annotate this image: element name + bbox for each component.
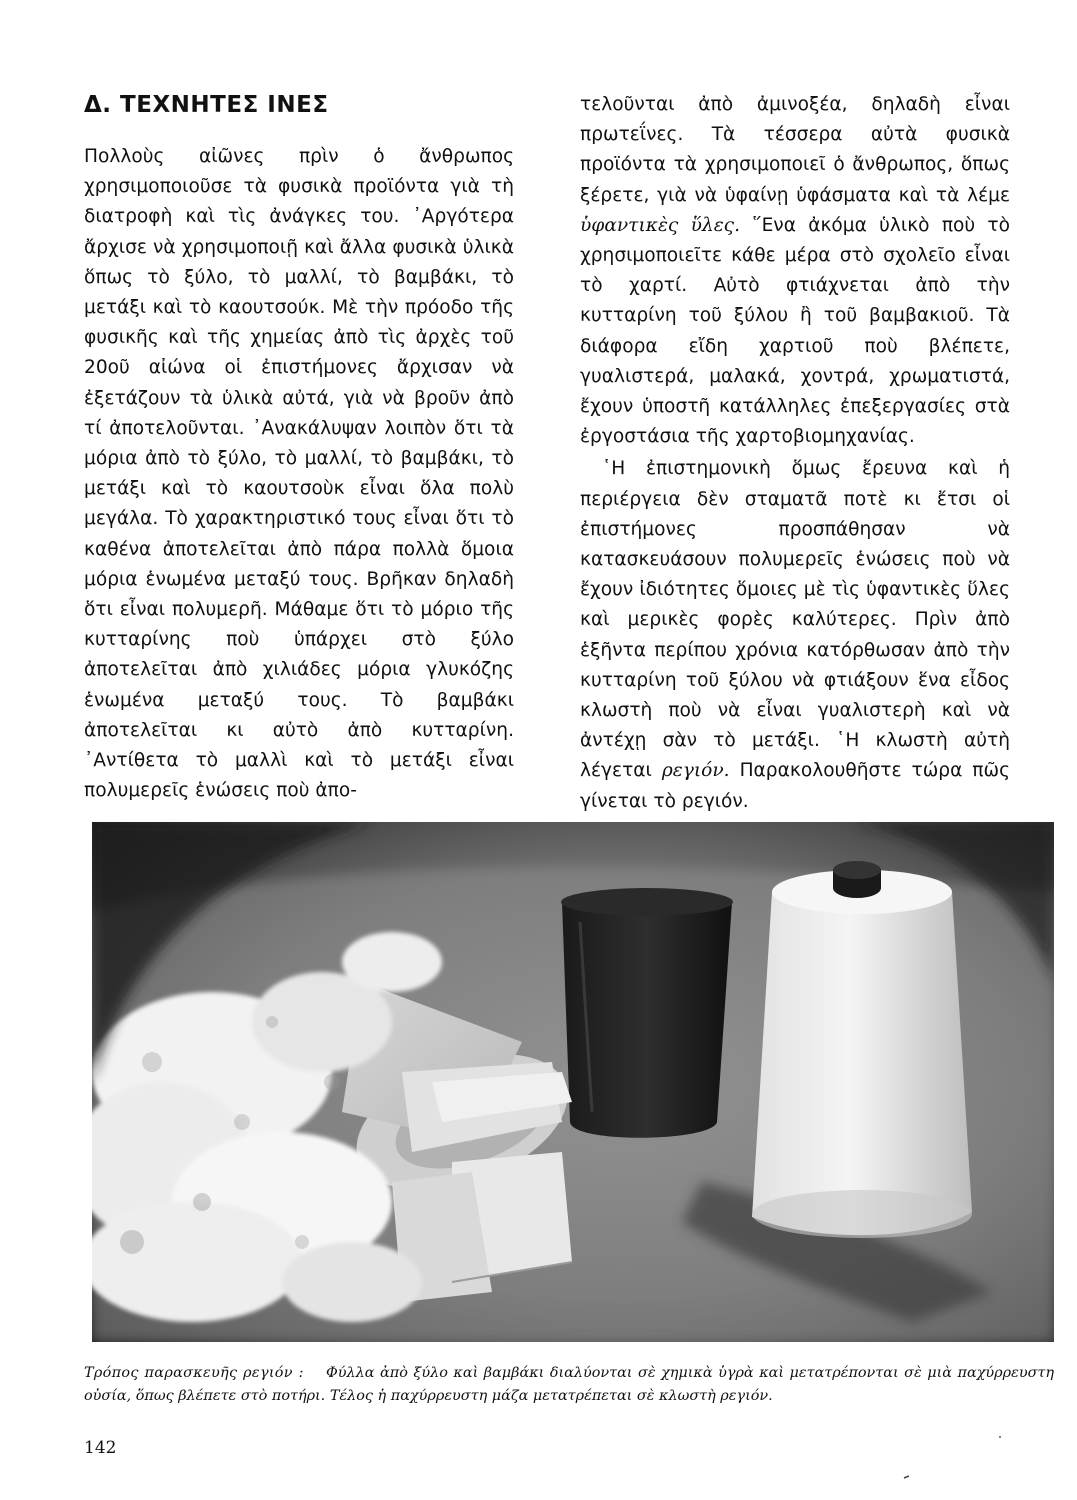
glass-of-viscose [561, 888, 733, 1138]
paragraph-2-end: ῞Ενα ἀκόμα ὑλικὸ ποὺ τὸ χρησιμοποιεῖτε κάθε μέρα στὸ σχολεῖο εἶναι τὸ χαρτί. Αὐτὸ φτιάχνεται ἀπὸ τὴν κυτταρίνη τοῦ ξύλου ἢ τοῦ βαμβακιοῦ. Τὰ διάφορα εἴδη χαρτιοῦ ποὺ βλέπετε, γυαλιστερά, μαλακά, χοντρά, χρωματιστά, ἔχουν ὑποστῆ κατάλληλες ἐπεξεργασίες στὰ ἐργοστάσια τῆς χαρτοβιομηχανίας. [580, 214, 1010, 448]
paragraph-1: Πολλοὺς αἰῶνες πρὶν ὁ ἄνθρωπος χρησιμοποιοῦσε τὰ φυσικὰ προϊόντα γιὰ τὴ διατροφὴ καὶ τὶς ἀνάγκες του. ᾽Αργότερα ἄρχισε νὰ χρησιμοποιῇ καὶ ἄλλα φυσικὰ ὑλικὰ ὅπως τὸ ξύλο, τὸ μαλλί, τὸ βαμβάκι, τὸ μετάξι καὶ τὸ καουτσούκ. Μὲ τὴν πρόοδο τῆς φυσικῆς καὶ τῆς χημείας ἀπὸ τὶς ἀρχὲς τοῦ 20οῦ αἰώνα οἱ ἐπιστήμονες ἄρχισαν νὰ ἐξετάζουν τὰ ὑλικὰ αὐτά, γιὰ νὰ βροῦν ἀπὸ τί ἀποτελοῦνται. ᾽Ανακάλυψαν λοιπὸν ὅτι τὰ μόρια ἀπὸ τὸ ξύλο, τὸ μαλλί, τὸ βαμβάκι, τὸ μετάξι καὶ τὸ καουτσοὺκ εἶναι ὅλα πολὺ μεγάλα. Τὸ χαρακτηριστικό τους εἶναι ὅτι τὸ καθένα ἀποτελεῖται ἀπὸ πάρα πολλὰ ὅμοια μόρια ἑνωμένα μεταξύ τους. Βρῆκαν δηλαδὴ ὅτι εἶναι πολυμερῆ. Μάθαμε ὅτι τὸ μόριο τῆς κυτταρίνης ποὺ ὑπάρχει στὸ ξύλο ἀποτελεῖται ἀπὸ χιλιάδες μόρια γλυκόζης ἑνωμένα μεταξύ τους. Τὸ βαμβάκι ἀποτελεῖται κι αὐτὸ ἀπὸ κυτταρίνη. ᾽Αντίθετα τὸ μαλλὶ καὶ τὸ μετάξι εἶναι πολυμερεῖς ἑνώσεις ποὺ ἀπο- [84, 146, 514, 802]
caption-text: Φύλλα ἀπὸ ξύλο καὶ βαμβάκι διαλύονται σὲ χημικὰ ὑγρὰ καὶ μετατρέπονται σὲ μιὰ παχύρρευστη οὐσία, ὅπως βλέπετε στὸ ποτήρι. Τέλος ἡ παχύρρευστη μάζα μετατρέπεται σὲ κλωστὴ ρεγιόν. [84, 1365, 1054, 1404]
section-title: Δ. ΤΕΧΝΗΤΕΣ ΙΝΕΣ [84, 92, 329, 118]
paragraph-3 [580, 454, 1010, 816]
rayon-spool [752, 861, 972, 1238]
paragraph-3-start: ῾Η ἐπιστημονικὴ ὅμως ἔρευνα καὶ ἡ περιέργεια δὲν σταματᾶ ποτὲ κι ἔτσι οἱ ἐπιστήμονες προσπάθησαν νὰ κατασκευάσουν πολυμερεῖς ἑνώσεις ποὺ νὰ ἔχουν ἰδιότητες ὅμοιες μὲ τὶς ὑφαντικὲς ὕλες καὶ μερικὲς φορὲς καλύτερες. Πρὶν ἀπὸ ἑξῆντα περίπου χρόνια κατόρθωσαν ἀπὸ τὴν κυτταρίνη τοῦ ξύλου νὰ φτιάξουν ἕνα εἶδος κλωστὴ ποὺ νὰ εἶναι γυαλιστερὴ καὶ νὰ ἀντέχῃ σὰν τὸ μετάξι. ῾Η κλωστὴ αὐτὴ λέγεται [580, 458, 1010, 782]
caption-lead: Τρόπος παρασκευῆς ρεγιόν : [84, 1365, 304, 1381]
right-column [580, 90, 1010, 817]
rayon-production-photo [92, 822, 1054, 1342]
photo-caption [84, 1362, 1054, 1408]
paragraph-2 [580, 90, 1010, 452]
left-column [84, 90, 514, 806]
term-rayon: ρεγιόν. [661, 760, 730, 782]
term-weaving-materials: ὑφαντικὲς ὕλες. [580, 214, 740, 236]
paragraph-2-start: τελοῦνται ἀπὸ ἀμινοξέα, δηλαδὴ εἶναι πρωτεΐνες. Τὰ τέσσερα αὐτὰ φυσικὰ προϊόντα τὰ χρησιμοποιεῖ ὁ ἄνθρωπος, ὅπως ξέρετε, γιὰ νὰ ὑφαίνῃ ὑφάσματα καὶ τὰ λέμε [580, 94, 1010, 206]
paragraph-3-end: Παρακολουθῆστε τώρα πῶς γίνεται τὸ ρεγιόν. [580, 760, 1010, 812]
page-number: 142 [84, 1438, 117, 1458]
